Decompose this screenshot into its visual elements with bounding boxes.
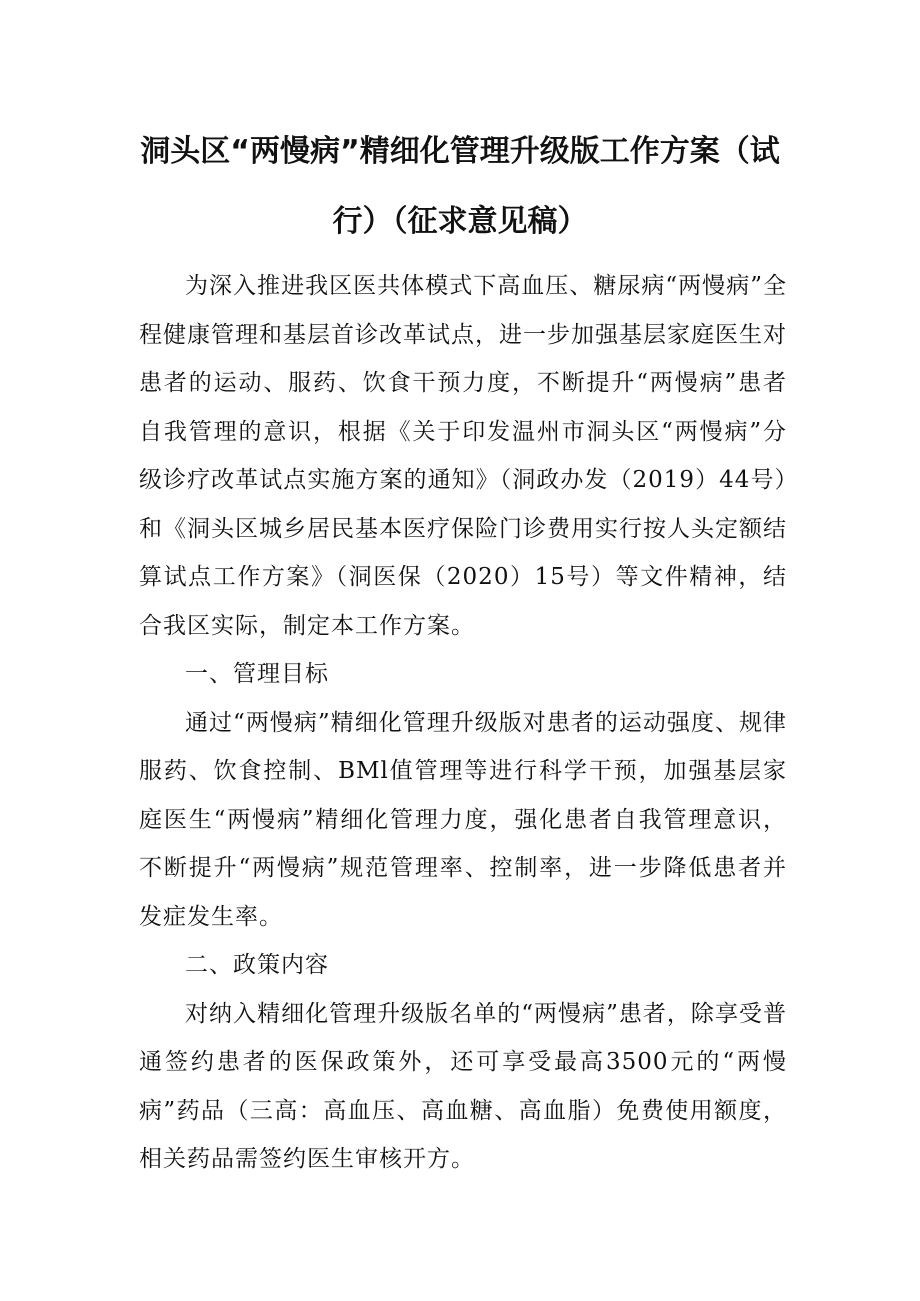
management-goal-paragraph: 通过“两慢病”精细化管理升级版对患者的运动强度、规律服药、饮食控制、BMl值管理等进行科学干预，加强基层家庭医生“两慢病”精细化管理力度，强化患者自我管理意识，不断提升“两慢病”规范管理率、控制率，进一步降低患者并发症发生率。 <box>139 709 787 930</box>
intro-paragraph: 为深入推进我区医共体模式下高血压、糖尿病“两慢病”全程健康管理和基层首诊改革试点，进一步加强基层家庭医生对患者的运动、服药、饮食干预力度，不断提升“两慢病”患者自我管理的意识，根据《关于印发温州市洞头区“两慢病”分级诊疗改革试点实施方案的通知》（洞政办发（2019）44号）和《洞头区城乡居民基本医疗保险门诊费用实行按人头定额结算试点工作方案》（洞医保（2020）15号）等文件精神，结合我区实际，制定本工作方案。 <box>139 273 787 639</box>
document-title-line-2: 行）（征求意见稿） <box>332 204 588 239</box>
document-title-line-1: 洞头区“两慢病”精细化管理升级版工作方案（试 <box>140 134 780 169</box>
section-heading-management-goal: 一、管理目标 <box>185 661 329 687</box>
document-body <box>139 262 787 1184</box>
policy-content-paragraph: 对纳入精细化管理升级版名单的“两慢病”患者，除享受普通签约患者的医保政策外，还可享受最高3500元的“两慢病”药品（三高：高血压、高血糖、高血脂）免费使用额度，相关药品需签约医生审核开方。 <box>139 1000 787 1172</box>
section-heading-policy-content: 二、政策内容 <box>185 952 329 978</box>
